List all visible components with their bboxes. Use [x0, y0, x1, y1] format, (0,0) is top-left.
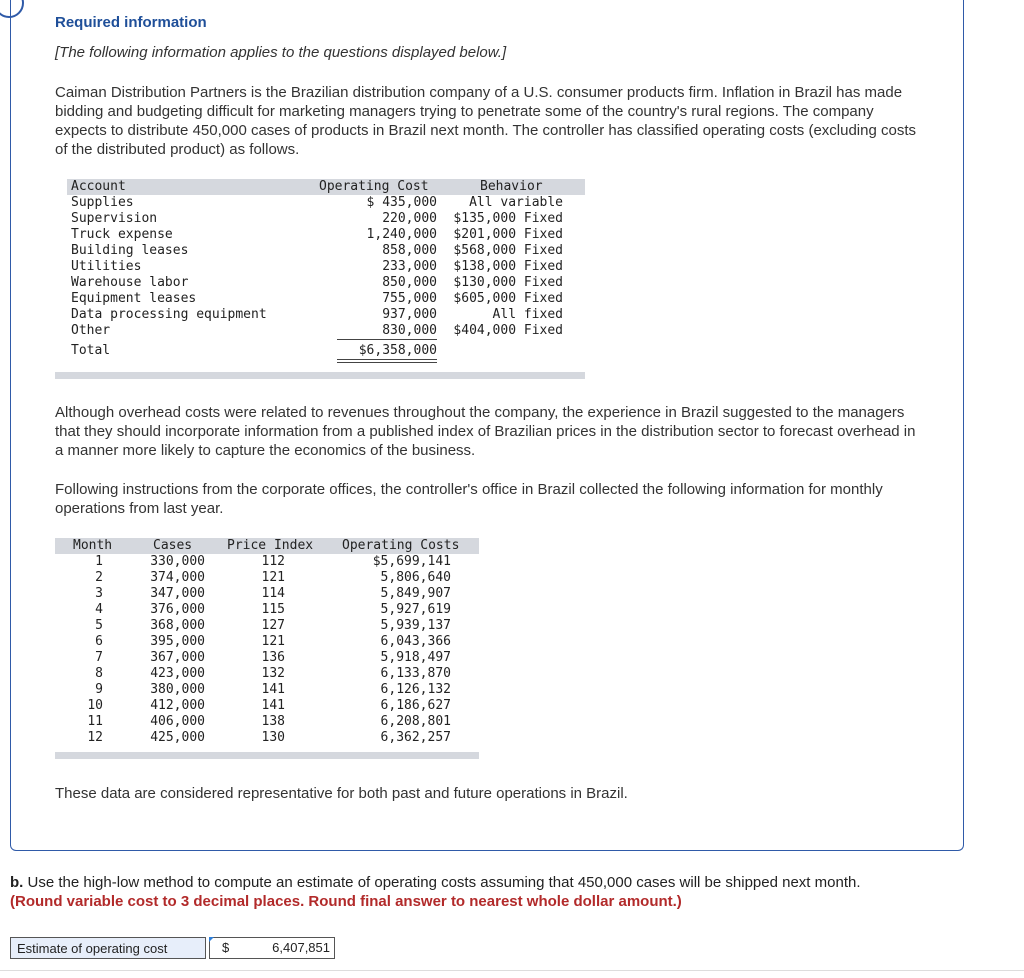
price-index-cell: 130 — [261, 730, 285, 745]
operating-costs-cell: 6,126,132 — [380, 682, 451, 697]
price-index-cell: 112 — [261, 554, 285, 569]
subtotal-rule — [337, 339, 437, 340]
table-row — [67, 275, 585, 291]
question-text: Use the high-low method to compute an estimate of operating costs assuming that 450,000 cases will be shipped next month. — [27, 874, 861, 891]
table-row — [55, 682, 479, 698]
account-cell: Supervision — [71, 211, 158, 226]
required-information-note: [The following information applies to the questions displayed below.] — [55, 44, 507, 61]
price-index-cell: 114 — [261, 586, 285, 601]
bottom-divider — [0, 970, 1024, 971]
operating-costs-cell: $5,699,141 — [372, 554, 451, 569]
operating-costs-cell: 5,927,619 — [380, 602, 451, 617]
behavior-cell: All variable — [469, 195, 563, 210]
header-month: Month — [73, 538, 113, 553]
table-row — [67, 307, 585, 323]
month-cell: 2 — [95, 570, 103, 585]
operating-costs-cell: 5,849,907 — [380, 586, 451, 601]
table-row — [55, 634, 479, 650]
instructions-paragraph: Following instructions from the corporate offices, the controller's office in Brazil collected the following information for monthly operations from last year. — [55, 481, 883, 517]
total-row — [67, 343, 585, 359]
currency-symbol: $ — [222, 940, 230, 955]
table-row — [67, 323, 585, 339]
cost-cell: 220,000 — [382, 211, 437, 226]
month-cell: 12 — [87, 730, 103, 745]
question-instruction: (Round variable cost to 3 decimal places. Round final answer to nearest whole dollar amount.) — [10, 893, 682, 910]
operating-costs-cell: 6,043,366 — [380, 634, 451, 649]
cost-cell: 233,000 — [382, 259, 437, 274]
cost-cell: 937,000 — [382, 307, 437, 322]
answer-label: Estimate of operating cost — [10, 937, 206, 959]
table-row — [55, 698, 479, 714]
account-cell: Building leases — [71, 243, 189, 258]
header-account: Account — [71, 179, 126, 194]
behavior-cell: $201,000 Fixed — [453, 227, 563, 242]
table-header-row — [67, 179, 585, 195]
table-row — [67, 227, 585, 243]
cases-cell: 406,000 — [150, 714, 205, 729]
price-index-cell: 141 — [261, 698, 285, 713]
cases-cell: 376,000 — [150, 602, 205, 617]
total-label: Total — [71, 343, 111, 358]
behavior-cell: All fixed — [492, 307, 563, 322]
table-row — [55, 586, 479, 602]
account-cell: Other — [71, 323, 111, 338]
cost-cell: 850,000 — [382, 275, 437, 290]
operating-costs-cell: 6,133,870 — [380, 666, 451, 681]
operating-costs-cell: 6,186,627 — [380, 698, 451, 713]
price-index-cell: 141 — [261, 682, 285, 697]
month-cell: 5 — [95, 618, 103, 633]
behavior-cell: $130,000 Fixed — [453, 275, 563, 290]
question-label: b. — [10, 874, 24, 891]
table-row — [55, 730, 479, 746]
table-row — [55, 666, 479, 682]
cases-cell: 368,000 — [150, 618, 205, 633]
price-index-cell: 121 — [261, 570, 285, 585]
overhead-paragraph: Although overhead costs were related to revenues throughout the company, the experience in Brazil suggested to the managers that they should incorporate information from a published index of Brazilian prices in the distribution sector to forecast overhead in a manner more likely to capture the economics of the business. — [55, 404, 916, 459]
operating-costs-cell: 6,362,257 — [380, 730, 451, 745]
month-cell: 10 — [87, 698, 103, 713]
price-index-cell: 127 — [261, 618, 285, 633]
intro-paragraph: Caiman Distribution Partners is the Brazilian distribution company of a U.S. consumer products firm. Inflation in Brazil has made bidding and budgeting difficult for marketing managers trying to penetrate some of the country's rural regions. The company expects to distribute 450,000 cases of products in Brazil next month. The controller has classified operating costs (excluding costs of the distributed product) as follows. — [55, 84, 917, 158]
total-cost: $6,358,000 — [358, 343, 437, 358]
cases-cell: 425,000 — [150, 730, 205, 745]
month-cell: 11 — [87, 714, 103, 729]
price-index-cell: 132 — [261, 666, 285, 681]
table-row — [67, 291, 585, 307]
header-price-index: Price Index — [227, 538, 314, 553]
month-cell: 6 — [95, 634, 103, 649]
account-cell: Truck expense — [71, 227, 173, 242]
behavior-cell: $404,000 Fixed — [453, 323, 563, 338]
price-index-cell: 138 — [261, 714, 285, 729]
account-cell: Data processing equipment — [71, 307, 267, 322]
month-cell: 3 — [95, 586, 103, 601]
header-operating-costs: Operating Costs — [342, 538, 460, 553]
behavior-cell: $135,000 Fixed — [453, 211, 563, 226]
cases-cell: 330,000 — [150, 554, 205, 569]
cost-cell: 830,000 — [382, 323, 437, 338]
month-cell: 9 — [95, 682, 103, 697]
header-cases: Cases — [153, 538, 193, 553]
cases-cell: 367,000 — [150, 650, 205, 665]
table-footer-bar — [55, 752, 479, 759]
answer-flag-icon — [209, 937, 214, 942]
cases-cell: 374,000 — [150, 570, 205, 585]
price-index-cell: 121 — [261, 634, 285, 649]
total-double-rule — [337, 359, 437, 363]
table-row — [67, 211, 585, 227]
operating-costs-cell: 5,918,497 — [380, 650, 451, 665]
table-footer-bar — [55, 372, 585, 379]
operating-costs-cell: 5,939,137 — [380, 618, 451, 633]
table-row — [67, 195, 585, 211]
table-row — [67, 259, 585, 275]
operating-costs-cell: 5,806,640 — [380, 570, 451, 585]
monthly-operations-table — [55, 538, 479, 760]
table-header-row — [55, 538, 479, 554]
header-behavior: Behavior — [480, 179, 543, 194]
month-cell: 1 — [95, 554, 103, 569]
cost-cell: 1,240,000 — [366, 227, 437, 242]
account-cell: Supplies — [71, 195, 134, 210]
cases-cell: 412,000 — [150, 698, 205, 713]
price-index-cell: 136 — [261, 650, 285, 665]
operating-cost-table — [67, 179, 585, 379]
behavior-cell: $568,000 Fixed — [453, 243, 563, 258]
table-row — [55, 618, 479, 634]
table-row — [55, 602, 479, 618]
table-row — [67, 243, 585, 259]
answer-value: 6,407,851 — [272, 940, 330, 955]
cases-cell: 347,000 — [150, 586, 205, 601]
cost-cell: 858,000 — [382, 243, 437, 258]
table-row — [55, 570, 479, 586]
behavior-cell: $138,000 Fixed — [453, 259, 563, 274]
table-row — [55, 650, 479, 666]
account-cell: Equipment leases — [71, 291, 197, 306]
month-cell: 7 — [95, 650, 103, 665]
cost-cell: 755,000 — [382, 291, 437, 306]
account-cell: Utilities — [71, 259, 142, 274]
table-row — [55, 714, 479, 730]
table-row — [55, 554, 479, 570]
cases-cell: 380,000 — [150, 682, 205, 697]
cases-cell: 395,000 — [150, 634, 205, 649]
behavior-cell: $605,000 Fixed — [453, 291, 563, 306]
month-cell: 4 — [95, 602, 103, 617]
cost-cell: $ 435,000 — [366, 195, 437, 210]
month-cell: 8 — [95, 666, 103, 681]
representative-paragraph: These data are considered representative for both past and future operations in Brazil. — [55, 785, 628, 802]
header-operating-cost: Operating Cost — [319, 179, 429, 194]
operating-costs-cell: 6,208,801 — [380, 714, 451, 729]
required-information-title: Required information — [55, 14, 207, 31]
cases-cell: 423,000 — [150, 666, 205, 681]
question-b — [10, 873, 1010, 911]
price-index-cell: 115 — [261, 602, 285, 617]
operating-cost-estimate-input[interactable] — [209, 937, 335, 959]
account-cell: Warehouse labor — [71, 275, 189, 290]
